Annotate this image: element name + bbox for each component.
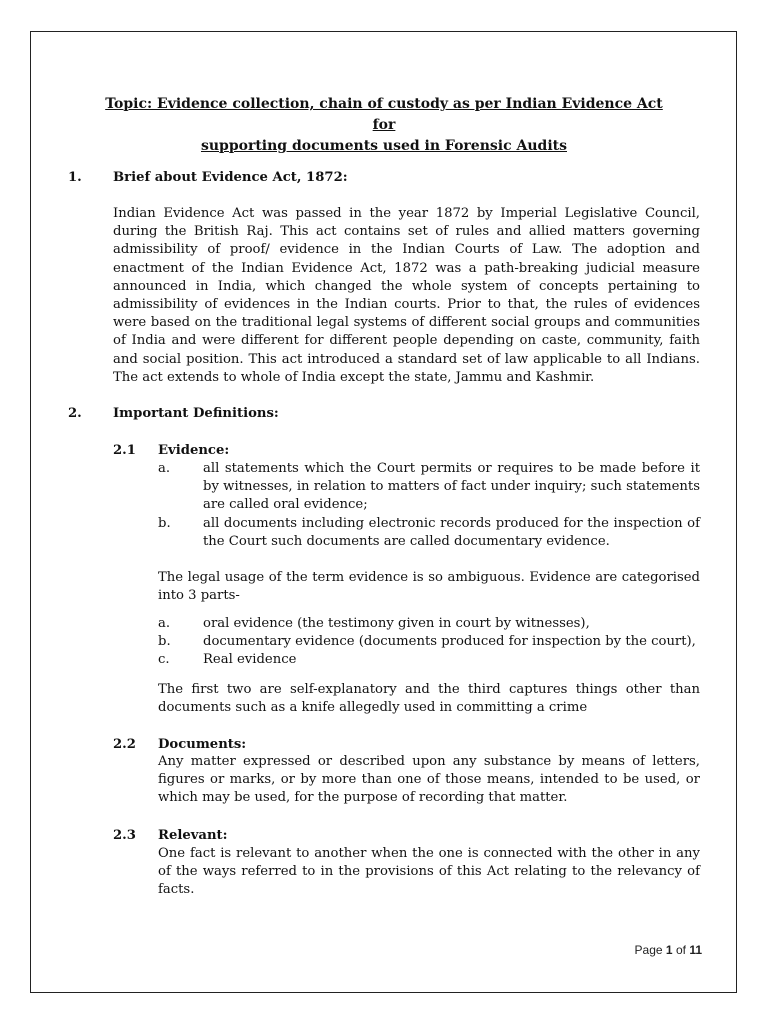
page-number (635, 943, 702, 957)
current-page: 1 (665, 943, 673, 957)
evidence-categories-intro: The legal usage of the term evidence is so ambiguous. Evidence are categorised into 3 parts- (158, 570, 700, 604)
document-title (100, 94, 668, 157)
evidence-explanation: The first two are self-explanatory and the third captures things other than documents such as a knife allegedly used in committing a crime (158, 682, 700, 716)
list-item-letter: c. (158, 652, 170, 668)
title-line-2: supporting documents used in Forensic Audits (200, 138, 567, 154)
list-item-letter: a. (158, 461, 171, 476)
list-item (158, 460, 700, 515)
section-1-number: 1. (68, 170, 82, 185)
list-item-text: all documents including electronic records produced for the inspection of the Court such documents are called documentary evidence. (203, 515, 700, 549)
subsection-2-3-heading: Relevant: (158, 828, 228, 843)
documents-definition: Any matter expressed or described upon any substance by means of letters, figures or marks, or by more than one of those means, intended to be used, or which may be used, for the purpose of recording that matter. (158, 754, 700, 806)
list-item-text: all statements which the Court permits or requires to be made before it by witnesses, in relation to matters of fact under inquiry; such statements are called oral evidence; (203, 461, 700, 513)
list-item (158, 615, 700, 633)
section-1-paragraph: Indian Evidence Act was passed in the year 1872 by Imperial Legislative Council, during the British Raj. This act contains set of rules and allied matters governing admissibility of proof/ evidence in the Indian Courts of Law. The adoption and enactment of the Indian Evidence Act, 1872 was a path-breaking judicial measure announced in India, which changed the whole system of concepts pertaining to admissibility of evidences in the Indian courts. Prior to that, the rules of evidences were based on the traditional legal systems of different social groups and communities of India and were different for different people depending on caste, community, faith and social position. This act introduced a standard set of law applicable to all Indians. The act extends to whole of India except the state, Jammu and Kashmir. (113, 206, 700, 385)
section-1-heading: Brief about Evidence Act, 1872: (113, 170, 348, 185)
list-item-letter: b. (158, 515, 171, 531)
list-item-text: Real evidence (203, 652, 297, 668)
list-item-letter: b. (158, 634, 171, 650)
section-2-number: 2. (68, 406, 82, 421)
of-word: of (675, 943, 686, 957)
list-item-text: documentary evidence (documents produced for inspection by the court), (203, 634, 696, 650)
list-item (158, 633, 700, 651)
subsection-2-2-number: 2.2 (113, 737, 136, 752)
evidence-definition-list (158, 460, 700, 551)
subsection-2-3-number: 2.3 (113, 828, 136, 843)
list-item-text: oral evidence (the testimony given in court by witnesses), (203, 616, 590, 631)
subsection-2-1-number: 2.1 (113, 443, 136, 458)
subsection-2-1-heading: Evidence: (158, 443, 230, 458)
list-item (158, 651, 700, 669)
title-line-1: Topic: Evidence collection, chain of custody as per Indian Evidence Act for (105, 96, 663, 133)
subsection-2-2-heading: Documents: (158, 737, 247, 752)
evidence-parts-list (158, 615, 700, 670)
relevant-definition: One fact is relevant to another when the one is connected with the other in any of the ways referred to in the provisions of this Act relating to the relevancy of facts. (158, 846, 700, 898)
list-item-letter: a. (158, 616, 171, 631)
list-item (158, 515, 700, 551)
section-2-heading: Important Definitions: (113, 406, 279, 421)
page-word: Page (634, 943, 663, 957)
total-pages: 11 (689, 943, 702, 957)
